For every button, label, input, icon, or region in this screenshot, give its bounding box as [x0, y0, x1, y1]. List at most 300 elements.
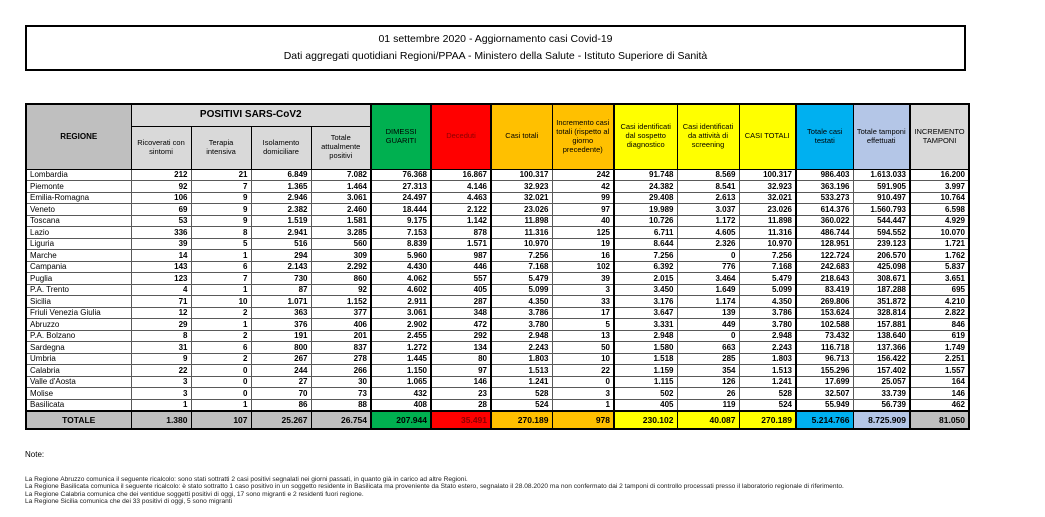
value-cell: 76.368	[371, 169, 431, 181]
value-cell: 1.172	[677, 215, 739, 227]
region-cell: P.A. Trento	[26, 284, 131, 296]
value-cell: 29.408	[614, 192, 677, 204]
note-line: La Regione Calabria comunica che dei ventidue soggetti positivi di oggi, 17 sono migranti e 2 residenti fuori regione.	[25, 490, 364, 498]
value-cell: 2.382	[251, 204, 311, 216]
value-cell: 153.624	[796, 307, 853, 319]
value-cell: 8.839	[371, 238, 431, 250]
value-cell: 86	[251, 399, 311, 411]
value-cell: 336	[131, 227, 191, 239]
value-cell: 30	[311, 376, 371, 388]
value-cell: 309	[311, 250, 371, 262]
total-value-cell: 35.491	[431, 411, 491, 429]
value-cell: 1.803	[739, 353, 796, 365]
table-footer	[26, 411, 969, 429]
value-cell: 102	[552, 261, 614, 273]
value-cell: 3.285	[311, 227, 371, 239]
value-cell: 25.057	[853, 376, 910, 388]
value-cell: 9	[191, 215, 251, 227]
value-cell: 3.061	[311, 192, 371, 204]
value-cell: 21	[191, 169, 251, 181]
value-cell: 13	[552, 330, 614, 342]
value-cell: 533.273	[796, 192, 853, 204]
value-cell: 878	[431, 227, 491, 239]
value-cell: 31	[131, 342, 191, 354]
value-cell: 360.022	[796, 215, 853, 227]
table-row	[26, 261, 969, 273]
value-cell: 1.241	[739, 376, 796, 388]
value-cell: 9	[131, 353, 191, 365]
table-row	[26, 330, 969, 342]
region-cell: Puglia	[26, 273, 131, 285]
value-cell: 1.519	[251, 215, 311, 227]
value-cell: 2.460	[311, 204, 371, 216]
value-cell: 308.671	[853, 273, 910, 285]
value-cell: 363	[251, 307, 311, 319]
value-cell: 10.764	[910, 192, 969, 204]
value-cell: 3.450	[614, 284, 677, 296]
value-cell: 116.718	[796, 342, 853, 354]
value-cell: 1.174	[677, 296, 739, 308]
value-cell: 157.881	[853, 319, 910, 331]
table-row	[26, 307, 969, 319]
value-cell: 33.739	[853, 388, 910, 400]
value-cell: 502	[614, 388, 677, 400]
value-cell: 32.021	[739, 192, 796, 204]
value-cell: 7.168	[491, 261, 552, 273]
value-cell: 9.175	[371, 215, 431, 227]
value-cell: 53	[131, 215, 191, 227]
value-cell: 1.159	[614, 365, 677, 377]
value-cell: 1.613.033	[853, 169, 910, 181]
header-casi-totali: Casi totali	[491, 104, 552, 169]
value-cell: 405	[614, 399, 677, 411]
header-deceduti: Deceduti	[431, 104, 491, 169]
value-cell: 614.376	[796, 204, 853, 216]
region-cell: Valle d'Aosta	[26, 376, 131, 388]
value-cell: 4.062	[371, 273, 431, 285]
total-value-cell: 40.087	[677, 411, 739, 429]
value-cell: 32.507	[796, 388, 853, 400]
value-cell: 4.463	[431, 192, 491, 204]
value-cell: 8	[191, 227, 251, 239]
value-cell: 2.143	[251, 261, 311, 273]
value-cell: 11.898	[491, 215, 552, 227]
value-cell: 70	[251, 388, 311, 400]
value-cell: 2.941	[251, 227, 311, 239]
value-cell: 80	[431, 353, 491, 365]
note-line: La Regione Basilicata comunica il seguente ricalcolo: è stato sottratto 1 caso positivo in un soggetto residente in Basilicata ma proveniente da Stato estero, segnalato il 28.08.2020 ma non confermato dai 2 tamponi di controllo processati presso il laboratorio regionale di riferimento.	[25, 483, 844, 491]
value-cell: 3.997	[910, 181, 969, 193]
value-cell: 267	[251, 353, 311, 365]
region-cell: Lazio	[26, 227, 131, 239]
value-cell: 122.724	[796, 250, 853, 262]
value-cell: 7.168	[739, 261, 796, 273]
value-cell: 1.365	[251, 181, 311, 193]
notes-title: Note:	[25, 450, 45, 459]
value-cell: 242	[552, 169, 614, 181]
value-cell: 19.989	[614, 204, 677, 216]
value-cell: 0	[552, 376, 614, 388]
value-cell: 4.602	[371, 284, 431, 296]
value-cell: 354	[677, 365, 739, 377]
value-cell: 591.905	[853, 181, 910, 193]
value-cell: 1.749	[910, 342, 969, 354]
value-cell: 4.430	[371, 261, 431, 273]
value-cell: 32.923	[491, 181, 552, 193]
value-cell: 12	[131, 307, 191, 319]
value-cell: 100.317	[491, 169, 552, 181]
region-cell: Campania	[26, 261, 131, 273]
value-cell: 218.643	[796, 273, 853, 285]
value-cell: 97	[552, 204, 614, 216]
value-cell: 7.153	[371, 227, 431, 239]
table-row	[26, 342, 969, 354]
value-cell: 7.082	[311, 169, 371, 181]
value-cell: 2.326	[677, 238, 739, 250]
value-cell: 5	[191, 238, 251, 250]
value-cell: 292	[431, 330, 491, 342]
value-cell: 1	[191, 319, 251, 331]
value-cell: 1.803	[491, 353, 552, 365]
value-cell: 8.541	[677, 181, 739, 193]
header-isolamento: Isolamento domiciliare	[251, 126, 311, 169]
value-cell: 7.256	[739, 250, 796, 262]
value-cell: 10.726	[614, 215, 677, 227]
value-cell: 1	[191, 399, 251, 411]
table-row	[26, 227, 969, 239]
report-title-box	[25, 25, 966, 71]
value-cell: 1	[191, 284, 251, 296]
total-value-cell: 978	[552, 411, 614, 429]
total-value-cell: 8.725.909	[853, 411, 910, 429]
value-cell: 55.949	[796, 399, 853, 411]
table-row	[26, 250, 969, 262]
value-cell: 14	[131, 250, 191, 262]
value-cell: 16.867	[431, 169, 491, 181]
total-value-cell: 26.754	[311, 411, 371, 429]
value-cell: 157.402	[853, 365, 910, 377]
value-cell: 1.557	[910, 365, 969, 377]
table-row	[26, 319, 969, 331]
value-cell: 2	[191, 330, 251, 342]
region-cell: Umbria	[26, 353, 131, 365]
value-cell: 3.786	[491, 307, 552, 319]
value-cell: 3.651	[910, 273, 969, 285]
value-cell: 3.464	[677, 273, 739, 285]
value-cell: 5.479	[491, 273, 552, 285]
value-cell: 5.837	[910, 261, 969, 273]
value-cell: 1.241	[491, 376, 552, 388]
value-cell: 146	[431, 376, 491, 388]
value-cell: 3.647	[614, 307, 677, 319]
value-cell: 155.296	[796, 365, 853, 377]
value-cell: 125	[552, 227, 614, 239]
value-cell: 139	[677, 307, 739, 319]
value-cell: 3.331	[614, 319, 677, 331]
value-cell: 146	[910, 388, 969, 400]
header-totale-positivi: Totale attualmente positivi	[311, 126, 371, 169]
value-cell: 516	[251, 238, 311, 250]
header-regione: REGIONE	[26, 104, 131, 169]
value-cell: 4.350	[739, 296, 796, 308]
value-cell: 1.513	[739, 365, 796, 377]
value-cell: 10.070	[910, 227, 969, 239]
value-cell: 50	[552, 342, 614, 354]
note-line: La Regione Abruzzo comunica il seguente ricalcolo: sono stati sottratti 2 casi positivi segnalati nei giorni passati, in quanto già in carico ad altre Regioni.	[25, 476, 468, 483]
value-cell: 2.455	[371, 330, 431, 342]
value-cell: 1.071	[251, 296, 311, 308]
total-label-cell: TOTALE	[26, 411, 131, 429]
region-cell: Emilia-Romagna	[26, 192, 131, 204]
value-cell: 138.640	[853, 330, 910, 342]
header-incremento-tamponi: INCREMENTO TAMPONI	[910, 104, 969, 169]
value-cell: 328.814	[853, 307, 910, 319]
value-cell: 846	[910, 319, 969, 331]
value-cell: 24.497	[371, 192, 431, 204]
header-casi-totali-caps: CASI TOTALI	[739, 104, 796, 169]
value-cell: 3	[552, 388, 614, 400]
total-value-cell: 270.189	[491, 411, 552, 429]
value-cell: 3.786	[739, 307, 796, 319]
value-cell: 2.122	[431, 204, 491, 216]
value-cell: 2.613	[677, 192, 739, 204]
value-cell: 3	[131, 376, 191, 388]
value-cell: 69	[131, 204, 191, 216]
value-cell: 7.256	[491, 250, 552, 262]
value-cell: 0	[191, 376, 251, 388]
value-cell: 1.065	[371, 376, 431, 388]
value-cell: 22	[552, 365, 614, 377]
value-cell: 2.243	[491, 342, 552, 354]
value-cell: 134	[431, 342, 491, 354]
value-cell: 2.948	[491, 330, 552, 342]
value-cell: 2.902	[371, 319, 431, 331]
value-cell: 26	[677, 388, 739, 400]
header-terapia-intensiva: Terapia intensiva	[191, 126, 251, 169]
value-cell: 40	[552, 215, 614, 227]
value-cell: 99	[552, 192, 614, 204]
value-cell: 528	[739, 388, 796, 400]
value-cell: 96.713	[796, 353, 853, 365]
value-cell: 2.911	[371, 296, 431, 308]
table-row	[26, 399, 969, 411]
total-value-cell: 230.102	[614, 411, 677, 429]
value-cell: 88	[311, 399, 371, 411]
value-cell: 39	[131, 238, 191, 250]
value-cell: 860	[311, 273, 371, 285]
table-row	[26, 238, 969, 250]
value-cell: 119	[677, 399, 739, 411]
value-cell: 1.445	[371, 353, 431, 365]
total-value-cell: 5.214.766	[796, 411, 853, 429]
value-cell: 56.739	[853, 399, 910, 411]
value-cell: 33	[552, 296, 614, 308]
value-cell: 6.392	[614, 261, 677, 273]
value-cell: 1.581	[311, 215, 371, 227]
value-cell: 3.037	[677, 204, 739, 216]
value-cell: 17.699	[796, 376, 853, 388]
value-cell: 71	[131, 296, 191, 308]
header-casi-diagnostico: Casi identificati dal sospetto diagnostico	[614, 104, 677, 169]
header-ricoverati: Ricoverati con sintomi	[131, 126, 191, 169]
value-cell: 87	[251, 284, 311, 296]
value-cell: 1	[131, 399, 191, 411]
region-cell: Sardegna	[26, 342, 131, 354]
value-cell: 11.316	[491, 227, 552, 239]
value-cell: 0	[677, 330, 739, 342]
value-cell: 29	[131, 319, 191, 331]
value-cell: 201	[311, 330, 371, 342]
value-cell: 8.569	[677, 169, 739, 181]
value-cell: 106	[131, 192, 191, 204]
value-cell: 0	[191, 388, 251, 400]
total-value-cell: 81.050	[910, 411, 969, 429]
value-cell: 244	[251, 365, 311, 377]
value-cell: 239.123	[853, 238, 910, 250]
value-cell: 156.422	[853, 353, 910, 365]
value-cell: 9	[191, 204, 251, 216]
value-cell: 2.251	[910, 353, 969, 365]
region-cell: Marche	[26, 250, 131, 262]
table-row	[26, 388, 969, 400]
value-cell: 10	[191, 296, 251, 308]
value-cell: 24.382	[614, 181, 677, 193]
value-cell: 2.015	[614, 273, 677, 285]
value-cell: 5.099	[739, 284, 796, 296]
region-cell: Calabria	[26, 365, 131, 377]
value-cell: 10.970	[491, 238, 552, 250]
value-cell: 446	[431, 261, 491, 273]
total-value-cell: 207.944	[371, 411, 431, 429]
value-cell: 73.432	[796, 330, 853, 342]
report-title-line2: Dati aggregati quotidiani Regioni/PPAA - Ministero della Salute - Istituto Superiore di Sanità	[283, 50, 708, 63]
value-cell: 4.929	[910, 215, 969, 227]
region-cell: Sicilia	[26, 296, 131, 308]
value-cell: 126	[677, 376, 739, 388]
value-cell: 164	[910, 376, 969, 388]
value-cell: 6.598	[910, 204, 969, 216]
value-cell: 3.780	[739, 319, 796, 331]
value-cell: 6.711	[614, 227, 677, 239]
value-cell: 800	[251, 342, 311, 354]
value-cell: 8	[131, 330, 191, 342]
value-cell: 2.292	[311, 261, 371, 273]
value-cell: 3.061	[371, 307, 431, 319]
table-row	[26, 215, 969, 227]
table-row	[26, 273, 969, 285]
value-cell: 776	[677, 261, 739, 273]
value-cell: 524	[491, 399, 552, 411]
value-cell: 123	[131, 273, 191, 285]
total-row	[26, 411, 969, 429]
value-cell: 348	[431, 307, 491, 319]
value-cell: 910.497	[853, 192, 910, 204]
table-row	[26, 181, 969, 193]
value-cell: 528	[491, 388, 552, 400]
value-cell: 377	[311, 307, 371, 319]
value-cell: 619	[910, 330, 969, 342]
value-cell: 91.748	[614, 169, 677, 181]
value-cell: 187.288	[853, 284, 910, 296]
value-cell: 3.176	[614, 296, 677, 308]
table-row	[26, 353, 969, 365]
value-cell: 27	[251, 376, 311, 388]
value-cell: 212	[131, 169, 191, 181]
value-cell: 462	[910, 399, 969, 411]
value-cell: 0	[677, 250, 739, 262]
value-cell: 1.560.793	[853, 204, 910, 216]
value-cell: 102.588	[796, 319, 853, 331]
value-cell: 18.444	[371, 204, 431, 216]
value-cell: 7	[191, 181, 251, 193]
value-cell: 5	[552, 319, 614, 331]
table-row	[26, 169, 969, 181]
total-value-cell: 25.267	[251, 411, 311, 429]
value-cell: 1	[191, 250, 251, 262]
value-cell: 1	[552, 399, 614, 411]
value-cell: 4	[131, 284, 191, 296]
value-cell: 23.026	[491, 204, 552, 216]
value-cell: 4.350	[491, 296, 552, 308]
region-cell: Molise	[26, 388, 131, 400]
value-cell: 1.762	[910, 250, 969, 262]
value-cell: 3	[131, 388, 191, 400]
value-cell: 23.026	[739, 204, 796, 216]
value-cell: 28	[431, 399, 491, 411]
value-cell: 16.200	[910, 169, 969, 181]
value-cell: 294	[251, 250, 311, 262]
value-cell: 39	[552, 273, 614, 285]
notes-list	[25, 476, 1025, 505]
table-header	[26, 104, 969, 169]
table-row	[26, 192, 969, 204]
region-cell: Veneto	[26, 204, 131, 216]
value-cell: 287	[431, 296, 491, 308]
value-cell: 5.479	[739, 273, 796, 285]
value-cell: 5.960	[371, 250, 431, 262]
value-cell: 137.366	[853, 342, 910, 354]
value-cell: 544.447	[853, 215, 910, 227]
value-cell: 449	[677, 319, 739, 331]
value-cell: 285	[677, 353, 739, 365]
value-cell: 524	[739, 399, 796, 411]
value-cell: 1.721	[910, 238, 969, 250]
value-cell: 73	[311, 388, 371, 400]
region-cell: P.A. Bolzano	[26, 330, 131, 342]
region-cell: Abruzzo	[26, 319, 131, 331]
value-cell: 0	[191, 365, 251, 377]
value-cell: 1.272	[371, 342, 431, 354]
value-cell: 4.146	[431, 181, 491, 193]
value-cell: 206.570	[853, 250, 910, 262]
value-cell: 1.152	[311, 296, 371, 308]
value-cell: 2	[191, 307, 251, 319]
value-cell: 27.313	[371, 181, 431, 193]
value-cell: 2.948	[614, 330, 677, 342]
value-cell: 1.518	[614, 353, 677, 365]
total-value-cell: 1.380	[131, 411, 191, 429]
value-cell: 376	[251, 319, 311, 331]
total-value-cell: 107	[191, 411, 251, 429]
value-cell: 242.683	[796, 261, 853, 273]
value-cell: 594.552	[853, 227, 910, 239]
value-cell: 42	[552, 181, 614, 193]
value-cell: 19	[552, 238, 614, 250]
region-cell: Toscana	[26, 215, 131, 227]
value-cell: 16	[552, 250, 614, 262]
value-cell: 1.464	[311, 181, 371, 193]
value-cell: 6	[191, 261, 251, 273]
